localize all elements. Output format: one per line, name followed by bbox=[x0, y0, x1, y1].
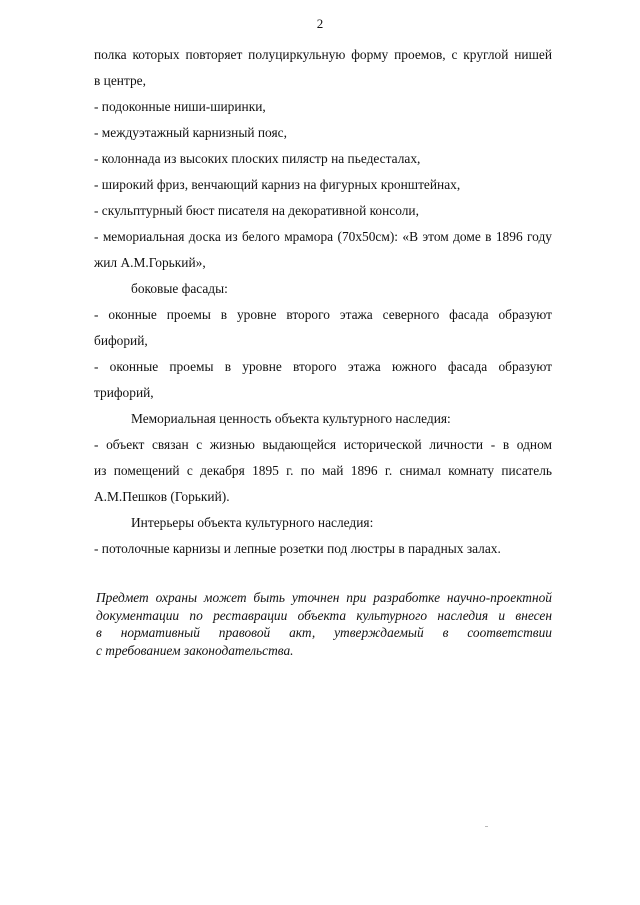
text-line: в центре, bbox=[94, 73, 146, 88]
note-line: документации по реставрации объекта культурного наследия и внесен bbox=[96, 607, 552, 623]
section-heading: боковые фасады: bbox=[131, 281, 228, 296]
text-line: А.М.Пешков (Горький). bbox=[94, 489, 230, 504]
list-item: - скульптурный бюст писателя на декоративной консоли, bbox=[94, 203, 419, 218]
list-item: - оконные проемы в уровне второго этажа северного фасада образуют bbox=[94, 307, 552, 322]
text-line: полка которых повторяет полуциркульную форму проемов, с круглой нишей bbox=[94, 47, 552, 62]
list-item: - широкий фриз, венчающий карниз на фигурных кронштейнах, bbox=[94, 177, 461, 192]
text-line: из помещений с декабря 1895 г. по май 1896 г. снимал комнату писатель bbox=[94, 463, 552, 478]
note-line: Предмет охраны может быть уточнен при разработке научно-проектной bbox=[96, 590, 552, 605]
protection-note bbox=[96, 589, 552, 659]
list-item: - объект связан с жизнью выдающейся исторической личности - в одном bbox=[94, 437, 552, 452]
page-number: 2 bbox=[316, 16, 324, 31]
body-text bbox=[94, 42, 552, 562]
list-item: - оконные проемы в уровне второго этажа южного фасада образуют bbox=[94, 359, 552, 374]
section-heading: Интерьеры объекта культурного наследия: bbox=[131, 515, 374, 530]
section-heading: Мемориальная ценность объекта культурного наследия: bbox=[131, 411, 451, 426]
scan-mark bbox=[485, 826, 488, 827]
note-line: с требованием законодательства. bbox=[96, 642, 294, 658]
list-item: - мемориальная доска из белого мрамора (70х50см): «В этом доме в 1896 году bbox=[94, 229, 552, 244]
text-line: жил А.М.Горький», bbox=[94, 255, 206, 270]
list-item: - подоконные ниши-ширинки, bbox=[94, 99, 266, 114]
text-line: бифорий, bbox=[94, 333, 148, 348]
text-line: трифорий, bbox=[94, 385, 154, 400]
note-line: в нормативный правовой акт, утверждаемый в соответствии bbox=[96, 625, 552, 640]
list-item: - потолочные карнизы и лепные розетки под люстры в парадных залах. bbox=[94, 541, 501, 556]
list-item: - междуэтажный карнизный пояс, bbox=[94, 125, 287, 140]
list-item: - колоннада из высоких плоских пилястр на пьедесталах, bbox=[94, 151, 421, 166]
